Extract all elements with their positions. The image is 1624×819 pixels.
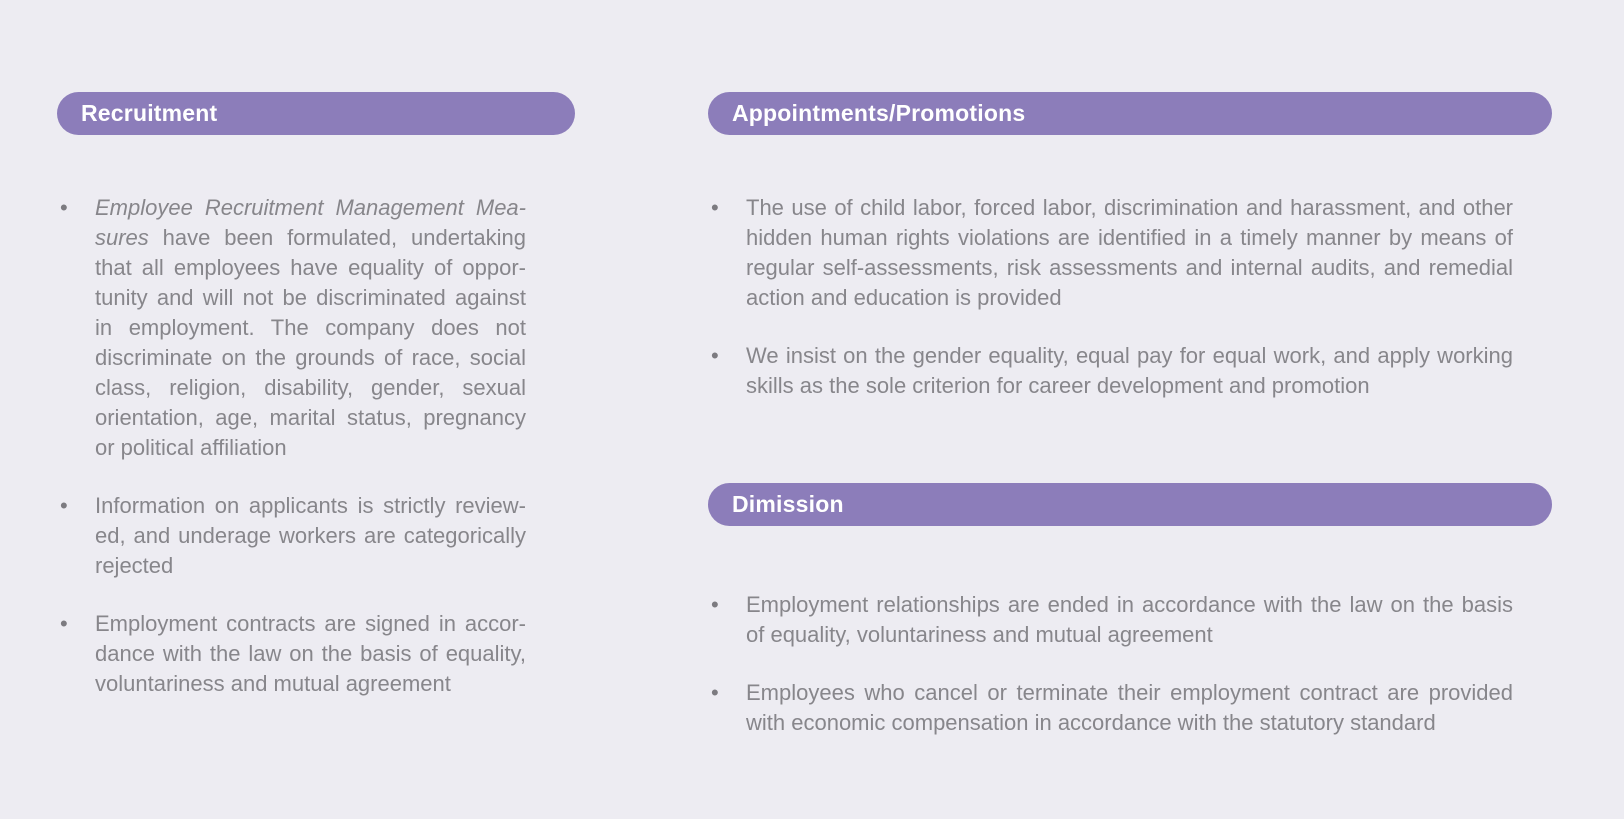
bullet-text: Employment relationships are ended in accordance with the law on the basis of equality, voluntariness and mutual agreement <box>746 592 1513 647</box>
list-item <box>60 491 526 581</box>
policy-name-italic: Employee Recruitment Management Measures <box>95 195 526 250</box>
section-title-dimission: Dimission <box>732 491 844 517</box>
bullet-icon: • <box>60 611 68 636</box>
list-item <box>711 678 1513 738</box>
bullet-icon: • <box>60 493 68 518</box>
section-title-recruitment: Recruitment <box>81 100 218 126</box>
dimission-header-pill <box>708 483 1552 526</box>
bullet-text: Employees who cancel or terminate their employment contract are provided with economic compensation in accordance with the statutory standard <box>746 680 1513 735</box>
bullet-text: have been formulated, undertaking that all employees have equality of opportunity and will not be discriminated against in employment. The company does not discriminate on the grounds of race, social class, religion, disability, gender, sexual orientation, age, marital status, pregnancy or political affiliation <box>95 225 526 460</box>
bullet-icon: • <box>711 592 719 617</box>
list-item <box>711 193 1513 313</box>
section-dimission <box>708 483 1552 738</box>
list-item <box>60 609 526 699</box>
list-item <box>711 341 1513 401</box>
bullet-icon: • <box>711 680 719 705</box>
bullet-text: Employment contracts are signed in accordance with the law on the basis of equality, voluntariness and mutual agreement <box>95 611 526 696</box>
bullet-text: We insist on the gender equality, equal pay for equal work, and apply working skills as the sole criterion for career development and promotion <box>746 343 1513 398</box>
section-title-appointments: Appointments/Promotions <box>732 100 1026 126</box>
section-appointments-promotions <box>708 92 1552 401</box>
list-item <box>711 590 1513 650</box>
bullet-icon: • <box>60 195 68 220</box>
recruitment-header-pill <box>57 92 575 135</box>
bullet-text: Information on applicants is strictly reviewed, and underage workers are categorically rejected <box>95 493 526 578</box>
list-item <box>60 193 526 463</box>
bullet-text: The use of child labor, forced labor, discrimination and harassment, and other hidden human rights violations are identified in a timely manner by means of regular self-assessments, risk assessments and internal audits, and remedial action and education is provided <box>746 195 1513 310</box>
appointments-bullet-list <box>711 193 1513 401</box>
dimission-bullet-list <box>711 590 1513 738</box>
bullet-icon: • <box>711 343 719 368</box>
appointments-header-pill <box>708 92 1552 135</box>
section-recruitment <box>57 92 575 699</box>
right-column <box>708 92 1552 738</box>
bullet-icon: • <box>711 195 719 220</box>
recruitment-bullet-list <box>60 193 526 699</box>
